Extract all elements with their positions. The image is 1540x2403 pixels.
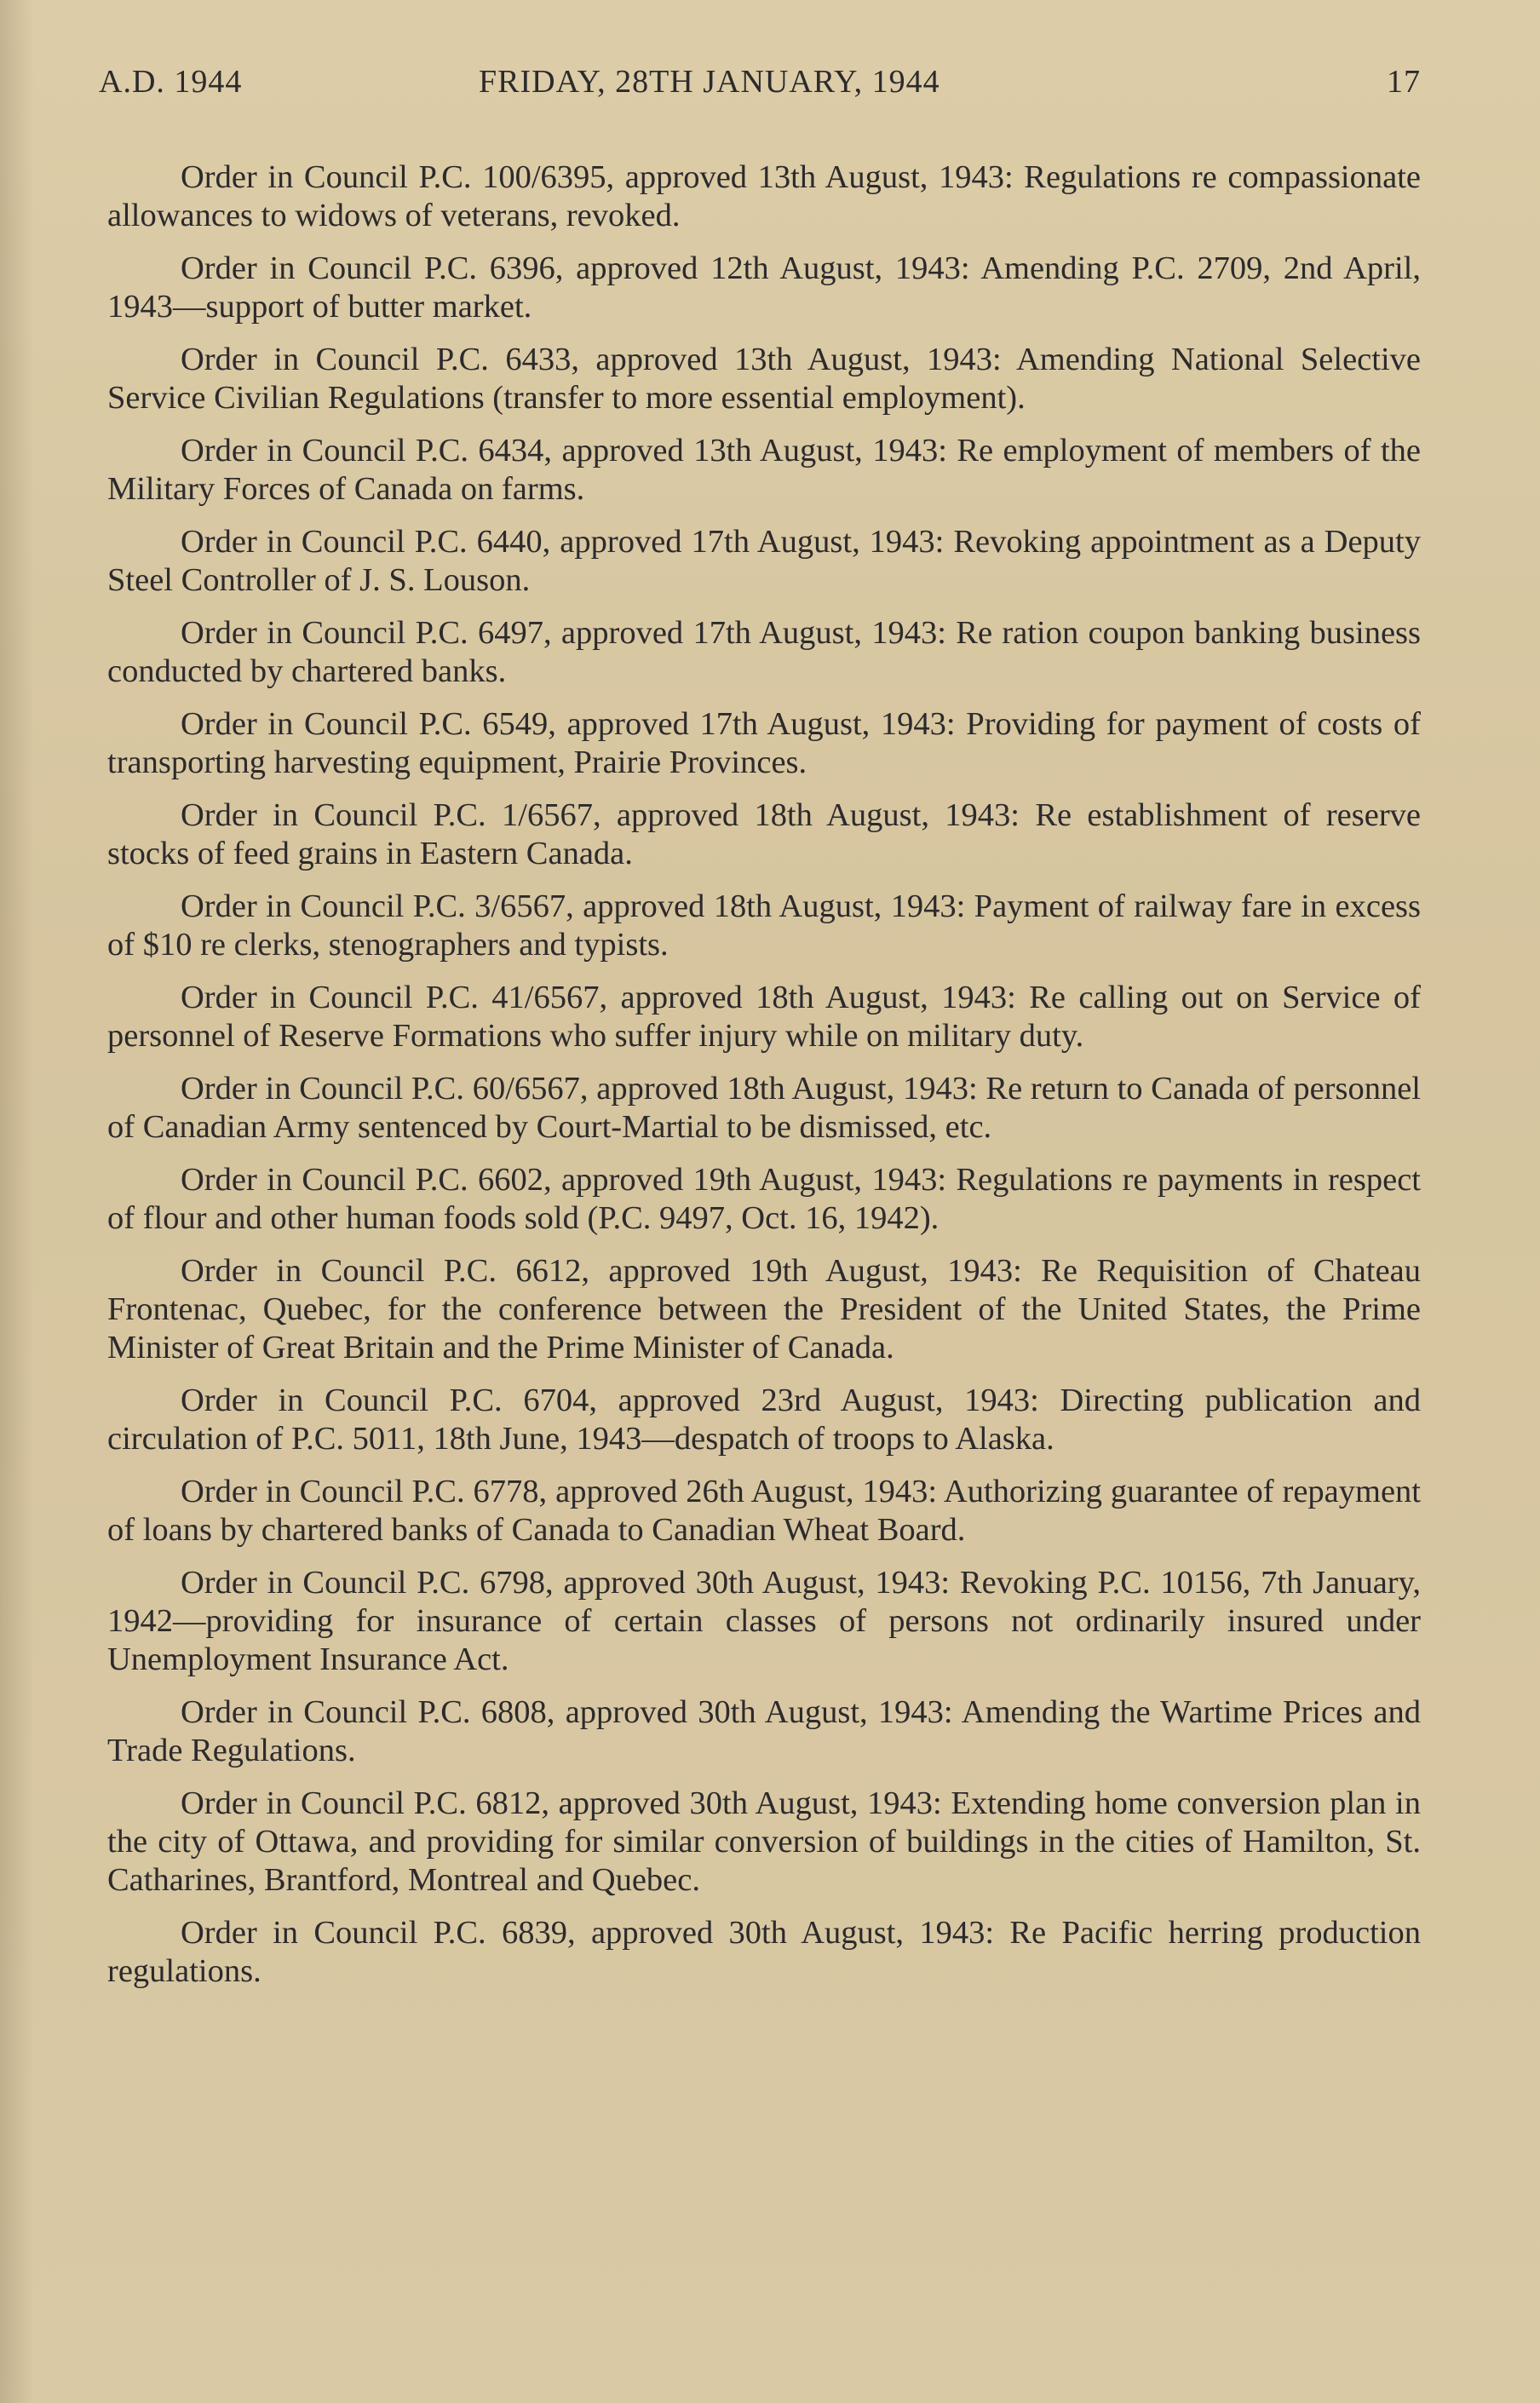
order-entry: Order in Council P.C. 6778, approved 26th August, 1943: Authorizing guarantee of repayment of loans by chartered banks of Canada to Canadian Wheat Board. [107, 1474, 1421, 1548]
order-entry: Order in Council P.C. 3/6567, approved 18th August, 1943: Payment of railway fare in excess of $10 re clerks, stenographers and typists. [107, 888, 1421, 963]
order-entry: Order in Council P.C. 100/6395, approved 13th August, 1943: Regulations re compassionate allowances to widows of veterans, revoked. [107, 159, 1421, 233]
order-entry: Order in Council P.C. 6549, approved 17th August, 1943: Providing for payment of costs of transporting harvesting equipment, Prairie Provinces. [107, 706, 1421, 780]
order-entry: Order in Council P.C. 6808, approved 30th August, 1943: Amending the Wartime Prices and Trade Regulations. [107, 1694, 1421, 1768]
order-entry: Order in Council P.C. 6798, approved 30th August, 1943: Revoking P.C. 10156, 7th January, 1942—providing for insurance of certain classes of persons not ordinarily insured under Unemployment Insurance Act. [107, 1565, 1421, 1677]
order-entry: Order in Council P.C. 1/6567, approved 18th August, 1943: Re establishment of reserve stocks of feed grains in Eastern Canada. [107, 797, 1421, 871]
order-entry: Order in Council P.C. 6433, approved 13th August, 1943: Amending National Selective Service Civilian Regulations (transfer to more essential employment). [107, 342, 1421, 416]
running-header [99, 63, 1421, 114]
order-entry: Order in Council P.C. 6839, approved 30th August, 1943: Re Pacific herring production regulations. [107, 1915, 1421, 1989]
order-entry: Order in Council P.C. 6612, approved 19th August, 1943: Re Requisition of Chateau Frontenac, Quebec, for the conference between the President of the United States, the Prime Minister of Great Britain and the Prime Minister of Canada. [107, 1253, 1421, 1365]
order-entry: Order in Council P.C. 6704, approved 23rd August, 1943: Directing publication and circulation of P.C. 5011, 18th June, 1943—despatch of troops to Alaska. [107, 1383, 1421, 1457]
orders-in-council-list [107, 158, 1421, 2005]
header-date: FRIDAY, 28TH JANUARY, 1944 [479, 64, 940, 100]
order-entry: Order in Council P.C. 6396, approved 12th August, 1943: Amending P.C. 2709, 2nd April, 1943—support of butter market. [107, 250, 1421, 325]
order-entry: Order in Council P.C. 60/6567, approved 18th August, 1943: Re return to Canada of personnel of Canadian Army sentenced by Court-Martial to be dismissed, etc. [107, 1071, 1421, 1145]
page-number: 17 [1387, 64, 1421, 100]
order-entry: Order in Council P.C. 6434, approved 13th August, 1943: Re employment of members of the Military Forces of Canada on farms. [107, 433, 1421, 507]
page-edge-shadow [0, 0, 34, 2403]
order-entry: Order in Council P.C. 6812, approved 30th August, 1943: Extending home conversion plan in the city of Ottawa, and providing for similar conversion of buildings in the cities of Hamilton, St. Catharines, Brantford, Montreal and Quebec. [107, 1785, 1421, 1898]
order-entry: Order in Council P.C. 6440, approved 17th August, 1943: Revoking appointment as a Deputy Steel Controller of J. S. Louson. [107, 524, 1421, 598]
order-entry: Order in Council P.C. 6602, approved 19th August, 1943: Regulations re payments in respect of flour and other human foods sold (P.C. 9497, Oct. 16, 1942). [107, 1162, 1421, 1236]
header-year: A.D. 1944 [99, 64, 243, 100]
order-entry: Order in Council P.C. 41/6567, approved 18th August, 1943: Re calling out on Service of personnel of Reserve Formations who suffer injury while on military duty. [107, 980, 1421, 1054]
order-entry: Order in Council P.C. 6497, approved 17th August, 1943: Re ration coupon banking business conducted by chartered banks. [107, 615, 1421, 689]
